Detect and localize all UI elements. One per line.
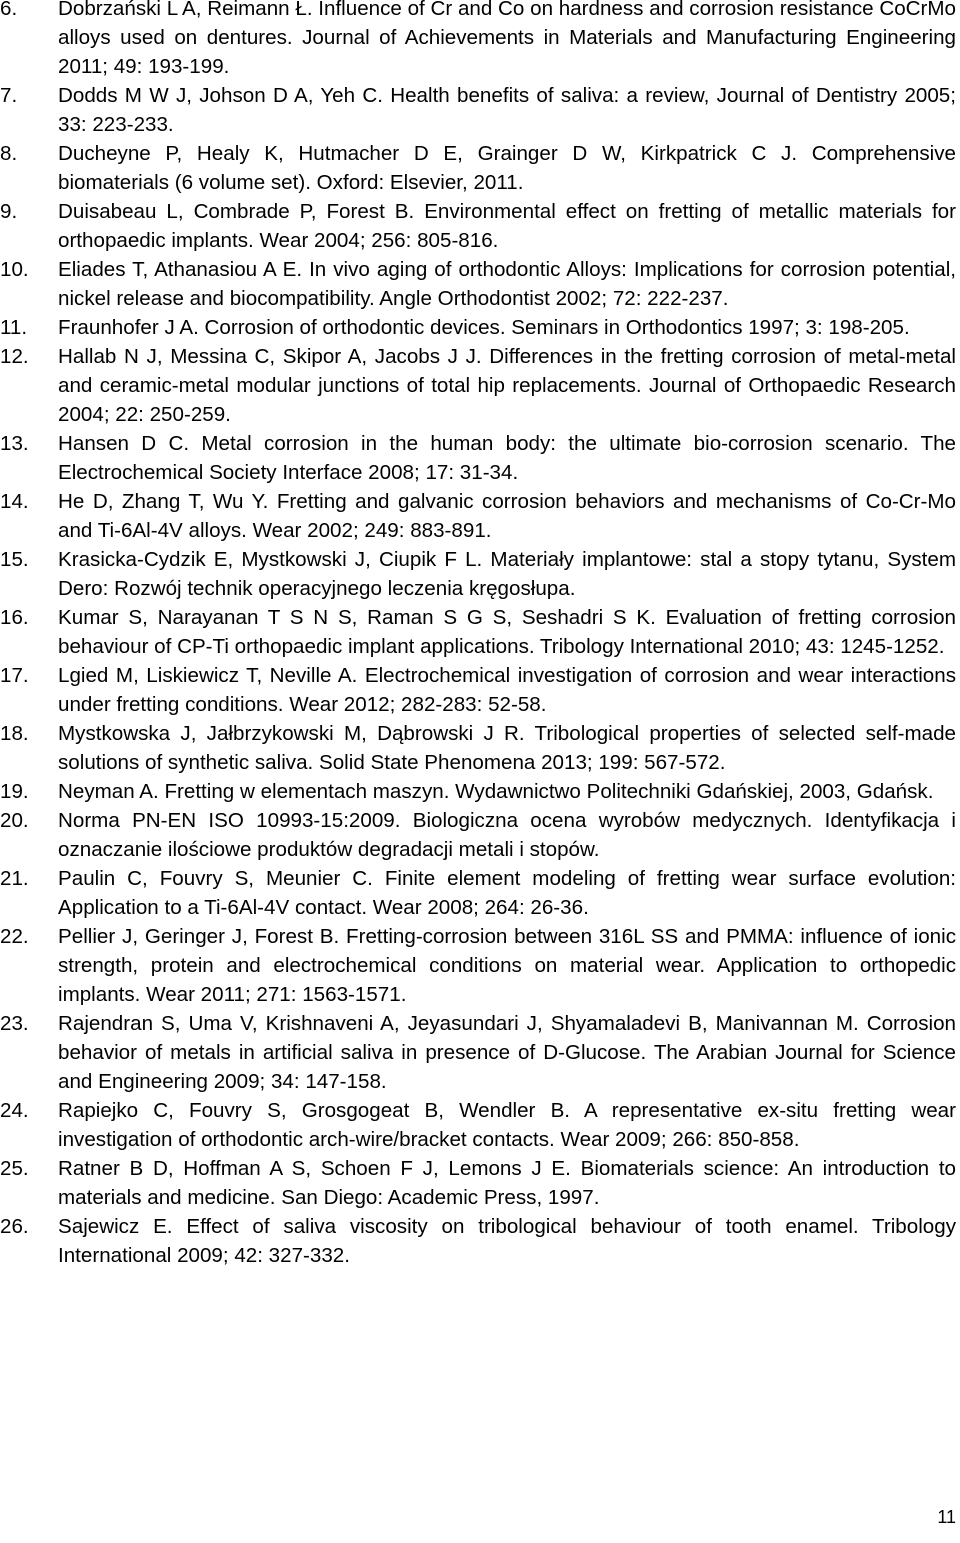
reference-number: 6. (0, 0, 18, 20)
reference-item (0, 1212, 960, 1270)
reference-text: Duisabeau L, Combrade P, Forest B. Environmental effect on fretting of metallic materials for orthopaedic implants. Wear 2004; 256: 805-816. (58, 200, 956, 252)
reference-text: Rajendran S, Uma V, Krishnaveni A, Jeyasundari J, Shyamaladevi B, Manivannan M. Corrosion behavior of metals in artificial saliva in presence of D-Glucose. The Arabian Journal for Science and Engineering 2009; 34: 147-158. (58, 1012, 956, 1093)
reference-text: Neyman A. Fretting w elementach maszyn. Wydawnictwo Politechniki Gdańskiej, 2003, Gdańsk. (58, 780, 934, 803)
reference-text: Krasicka-Cydzik E, Mystkowski J, Ciupik F L. Materiały implantowe: stal a stopy tytanu, System Dero: Rozwój technik operacyjnego leczenia kręgosłupa. (58, 548, 956, 600)
reference-item (0, 545, 960, 603)
reference-text: Kumar S, Narayanan T S N S, Raman S G S, Seshadri S K. Evaluation of fretting corrosion behaviour of CP-Ti orthopaedic implant applications. Tribology International 2010; 43: 1245-1252. (58, 606, 956, 658)
reference-item (0, 487, 960, 545)
reference-number: 13. (0, 432, 29, 455)
reference-number: 24. (0, 1099, 29, 1122)
reference-item (0, 1154, 960, 1212)
reference-number: 17. (0, 664, 29, 687)
reference-item (0, 864, 960, 922)
reference-item (0, 81, 960, 139)
reference-item (0, 313, 960, 342)
reference-item (0, 255, 960, 313)
reference-number: 21. (0, 867, 29, 890)
reference-number: 18. (0, 722, 29, 745)
reference-text: Paulin C, Fouvry S, Meunier C. Finite element modeling of fretting wear surface evolution: Application to a Ti-6Al-4V contact. Wear 2008; 264: 26-36. (58, 867, 956, 919)
reference-item (0, 922, 960, 1009)
reference-item (0, 806, 960, 864)
reference-text: Ratner B D, Hoffman A S, Schoen F J, Lemons J E. Biomaterials science: An introduction to materials and medicine. San Diego: Academic Press, 1997. (58, 1157, 956, 1209)
reference-number: 11. (0, 316, 28, 339)
reference-number: 9. (0, 200, 18, 223)
reference-item (0, 719, 960, 777)
reference-text: Rapiejko C, Fouvry S, Grosgogeat B, Wendler B. A representative ex-situ fretting wear investigation of orthodontic arch-wire/bracket contacts. Wear 2009; 266: 850-858. (58, 1099, 956, 1151)
reference-number: 26. (0, 1215, 29, 1238)
reference-item (0, 1009, 960, 1096)
reference-number: 7. (0, 84, 18, 107)
reference-item (0, 429, 960, 487)
reference-item (0, 1096, 960, 1154)
reference-text: He D, Zhang T, Wu Y. Fretting and galvanic corrosion behaviors and mechanisms of Co-Cr-Mo and Ti-6Al-4V alloys. Wear 2002; 249: 883-891. (58, 490, 956, 542)
reference-item (0, 603, 960, 661)
reference-number: 8. (0, 142, 18, 165)
reference-number: 16. (0, 606, 29, 629)
reference-text: Norma PN-EN ISO 10993-15:2009. Biologiczna ocena wyrobów medycznych. Identyfikacja i oznaczanie ilościowe produktów degradacji metali i stopów. (58, 809, 956, 861)
page-number: 11 (937, 1507, 956, 1527)
reference-text: Dobrzański L A, Reimann Ł. Influence of Cr and Co on hardness and corrosion resistance CoCrMo alloys used on dentures. Journal of Achievements in Materials and Manufacturing Engineering 2011; 49: 193-199. (58, 0, 956, 78)
reference-item (0, 342, 960, 429)
reference-text: Hallab N J, Messina C, Skipor A, Jacobs J J. Differences in the fretting corrosion of metal-metal and ceramic-metal modular junctions of total hip replacements. Journal of Orthopaedic Research 2004; 22: 250-259. (58, 345, 956, 426)
reference-text: Hansen D C. Metal corrosion in the human body: the ultimate bio-corrosion scenario. The Electrochemical Society Interface 2008; 17: 31-34. (58, 432, 956, 484)
reference-text: Dodds M W J, Johson D A, Yeh C. Health benefits of saliva: a review, Journal of Dentistry 2005; 33: 223-233. (58, 84, 956, 136)
reference-number: 10. (0, 258, 29, 281)
reference-text: Pellier J, Geringer J, Forest B. Fretting-corrosion between 316L SS and PMMA: influence of ionic strength, protein and electrochemical conditions on material wear. Application to orthopedic implants. Wear 2011; 271: 1563-1571. (58, 925, 956, 1006)
reference-text: Ducheyne P, Healy K, Hutmacher D E, Grainger D W, Kirkpatrick C J. Comprehensive biomaterials (6 volume set). Oxford: Elsevier, 2011. (58, 142, 956, 194)
reference-number: 25. (0, 1157, 29, 1180)
reference-text: Mystkowska J, Jałbrzykowski M, Dąbrowski J R. Tribological properties of selected self-made solutions of synthetic saliva. Solid State Phenomena 2013; 199: 567-572. (58, 722, 956, 774)
reference-number: 14. (0, 490, 29, 513)
reference-item (0, 661, 960, 719)
reference-item (0, 197, 960, 255)
reference-number: 19. (0, 780, 29, 803)
reference-text: Eliades T, Athanasiou A E. In vivo aging of orthodontic Alloys: Implications for corrosion potential, nickel release and biocompatibility. Angle Orthodontist 2002; 72: 222-237. (58, 258, 956, 310)
reference-text: Sajewicz E. Effect of saliva viscosity on tribological behaviour of tooth enamel. Tribology International 2009; 42: 327-332. (58, 1215, 956, 1267)
reference-number: 20. (0, 809, 29, 832)
reference-item (0, 139, 960, 197)
reference-item (0, 777, 960, 806)
reference-text: Lgied M, Liskiewicz T, Neville A. Electrochemical investigation of corrosion and wear interactions under fretting conditions. Wear 2012; 282-283: 52-58. (58, 664, 956, 716)
reference-number: 12. (0, 345, 29, 368)
reference-number: 23. (0, 1012, 29, 1035)
reference-number: 22. (0, 925, 29, 948)
reference-text: Fraunhofer J A. Corrosion of orthodontic devices. Seminars in Orthodontics 1997; 3: 198-205. (58, 316, 910, 339)
reference-number: 15. (0, 548, 29, 571)
reference-item (0, 0, 960, 81)
